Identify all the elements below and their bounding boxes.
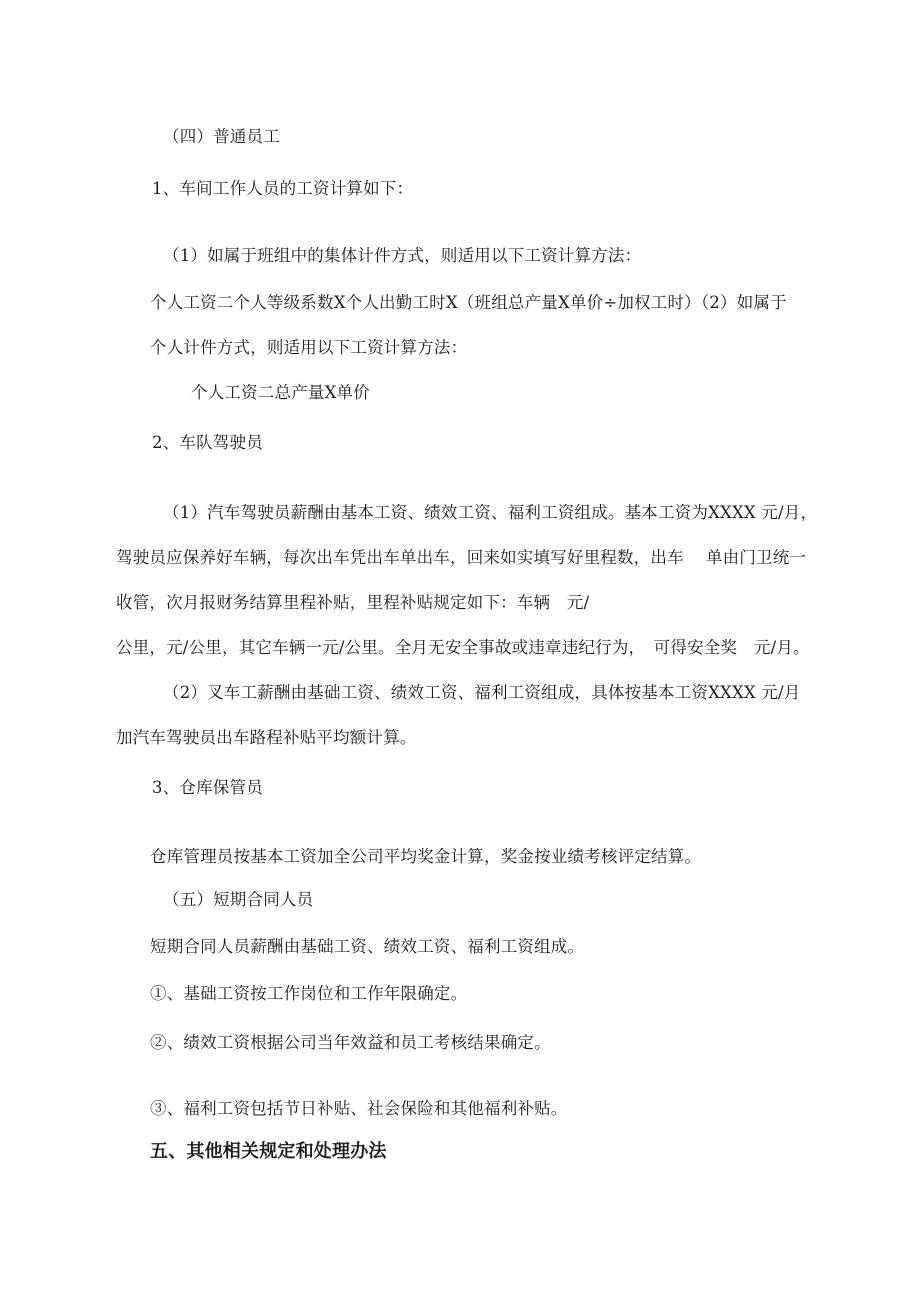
section-heading-other-regulations: 五、其他相关规定和处理办法 — [150, 1141, 387, 1162]
performance-wage-item: ②、绩效工资根据公司当年效益和员工考核结果确定。 — [150, 1033, 551, 1052]
warehouse-keeper-heading: 3、仓库保管员 — [152, 778, 263, 797]
team-piecework-paragraph: （1）如属于班组中的集体计件方式，则适用以下工资计算方法： — [163, 246, 642, 265]
section-heading-short-term-staff: （五）短期合同人员 — [163, 890, 314, 909]
base-wage-item: ①、基础工资按工作岗位和工作年限确定。 — [150, 984, 468, 1003]
forklift-pay-paragraph-line-1: （2）叉车工薪酬由基础工资、绩效工资、福利工资组成，具体按基本工资XXXX 元/月 — [163, 683, 801, 702]
driver-pay-paragraph-line-1: （1）汽车驾驶员薪酬由基本工资、绩效工资、福利工资组成。基本工资为XXXX 元/月， — [163, 503, 818, 522]
section-heading-ordinary-staff: （四）普通员工 — [163, 127, 280, 146]
driver-pay-paragraph-line-3: 收管，次月报财务结算里程补贴，里程补贴规定如下：车辆 元/ — [116, 593, 590, 612]
forklift-pay-paragraph-line-2: 加汽车驾驶员出车路程补贴平均额计算。 — [116, 728, 417, 747]
team-wage-formula: 个人工资二个人等级系数X个人出勤工时X（班组总产量X单价÷加权工时）（2）如属于 — [150, 293, 787, 312]
warehouse-pay-paragraph: 仓库管理员按基本工资加全公司平均奖金计算，奖金按业绩考核评定结算。 — [150, 847, 702, 866]
driver-pay-paragraph-line-4: 公里，元/公里，其它车辆一元/公里。全月无安全事故或违章违纪行为， 可得安全奖 元/月。 — [116, 638, 810, 657]
individual-wage-formula: 个人工资二总产量X单价 — [191, 383, 370, 402]
workshop-wage-heading: 1、车间工作人员的工资计算如下： — [152, 179, 414, 198]
driver-pay-paragraph-line-2: 驾驶员应保养好车辆，每次出车凭出车单出车，回来如实填写好里程数，出车 单由门卫统一 — [116, 548, 807, 567]
short-term-pay-paragraph: 短期合同人员薪酬由基础工资、绩效工资、福利工资组成。 — [150, 937, 585, 956]
welfare-wage-item: ③、福利工资包括节日补贴、社会保险和其他福利补贴。 — [150, 1099, 568, 1118]
fleet-driver-heading: 2、车队驾驶员 — [152, 433, 263, 452]
individual-piecework-paragraph: 个人计件方式，则适用以下工资计算方法： — [150, 338, 468, 357]
